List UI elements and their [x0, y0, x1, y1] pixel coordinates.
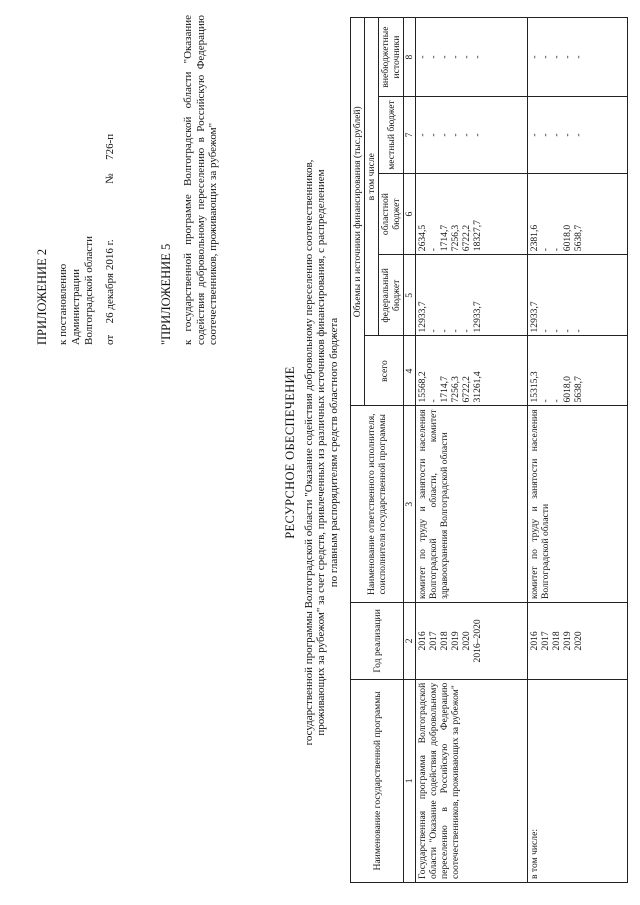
local-value: -: [417, 133, 428, 137]
title-line-2: проживающих за рубежом" за счет средств, привлеченных из различных источников финансирования, с распределением: [315, 169, 327, 736]
year-value: 2018: [439, 631, 450, 651]
federal-value: -: [450, 329, 461, 333]
federal-value: -: [562, 329, 573, 333]
federal-value: 12933,7: [417, 301, 428, 333]
federal-value: 12933,7: [472, 301, 483, 333]
total-value: 5638,7: [573, 376, 584, 403]
col-number-5: 5: [404, 255, 416, 336]
federal-cell: [416, 255, 528, 336]
local-value: -: [551, 133, 562, 137]
total-value: 1714,7: [439, 376, 450, 403]
extra-value: -: [428, 55, 439, 59]
federal-value: 12933,7: [529, 301, 540, 333]
col-number-3: 3: [404, 406, 416, 602]
year-value: 2017: [428, 631, 439, 651]
title-line-1: государственной программы Волгоградской области "Оказание содействия добровольному переселению соотечественников,: [302, 159, 315, 746]
year-value: 2018: [551, 631, 562, 651]
col-number-6: 6: [404, 173, 416, 254]
annex5-text: к государственной программе Волгоградской области "Оказание содействия добровольному переселению в Российскую Федерацию соотечественников, проживающих за рубежом": [182, 15, 219, 345]
appendix-region: Волгоградской области: [83, 236, 95, 345]
federal-value: -: [428, 329, 439, 333]
resource-table: [350, 17, 628, 883]
number-prefix: №: [104, 173, 116, 184]
local-value: -: [540, 133, 551, 137]
regional-value: -: [428, 248, 439, 252]
total-cell: [528, 336, 628, 406]
year-value: 2020: [461, 631, 472, 651]
extra-value: -: [439, 55, 450, 59]
annex5-title-wrap: [160, 244, 173, 345]
col-number-8: 8: [404, 18, 416, 97]
federal-cell: [528, 255, 628, 336]
year-value: 2020: [573, 631, 584, 651]
year-value: 2017: [540, 631, 551, 651]
regional-value: 18327,7: [472, 220, 483, 252]
appendix-to: к постановлению: [57, 263, 69, 345]
federal-value: -: [551, 329, 562, 333]
local-value: -: [450, 133, 461, 137]
total-value: -: [551, 399, 562, 403]
extra-cell: [416, 18, 528, 97]
local-value: -: [428, 133, 439, 137]
year-value: 2016: [417, 631, 428, 651]
extra-value: -: [562, 55, 573, 59]
appendix-title: ПРИЛОЖЕНИЕ 2: [35, 248, 49, 345]
extra-value: -: [472, 55, 483, 59]
year-value: 2019: [450, 631, 461, 651]
col-number-4: 4: [404, 336, 416, 406]
program-name-cell: Государственная программа Волгоградской области "Оказание содействия добровольному переселению в Российскую Федерацию соотечественников, проживающих за рубежом": [416, 679, 528, 882]
regional-value: -: [551, 248, 562, 252]
table-row-including: [528, 18, 628, 883]
extra-value: -: [540, 55, 551, 59]
federal-value: -: [461, 329, 472, 333]
local-value: -: [562, 133, 573, 137]
total-value: 31261,4: [472, 371, 483, 403]
appendix-header: [36, 134, 117, 345]
years-cell: [528, 602, 628, 679]
local-value: -: [529, 133, 540, 137]
executor-cell: комитет по труду и занятости населения Волгоградской области: [528, 406, 628, 602]
federal-value: -: [573, 329, 584, 333]
local-cell: [416, 97, 528, 174]
extra-value: -: [450, 55, 461, 59]
federal-value: -: [439, 329, 450, 333]
total-cell: [416, 336, 528, 406]
appendix-org: Администрации: [70, 268, 82, 345]
total-value: 15315,3: [529, 371, 540, 403]
header-volumes: Объемы и источники финансирования (тыс.рублей): [351, 18, 365, 407]
regional-value: 2634,5: [417, 224, 428, 252]
extra-value: -: [417, 55, 428, 59]
total-value: -: [540, 399, 551, 403]
header-executor: Наименование ответственного исполнителя, соисполнителя государственной программы: [351, 406, 404, 602]
total-value: 15568,2: [417, 371, 428, 403]
col-number-2: 2: [404, 602, 416, 679]
extra-value: -: [573, 55, 584, 59]
regional-value: 6722,2: [461, 224, 472, 252]
regional-value: 1714,7: [439, 224, 450, 252]
date-value: 26 декабря 2016 г.: [104, 239, 116, 324]
total-value: 6018,0: [562, 376, 573, 403]
regional-value: 5638,7: [573, 224, 584, 252]
header-year: Год реализации: [351, 602, 404, 679]
federal-value: -: [540, 329, 551, 333]
appendix-date-line: [104, 134, 117, 345]
total-value: 7256,3: [450, 376, 461, 403]
regional-value: 6018,0: [562, 224, 573, 252]
regional-cell: [416, 173, 528, 254]
extra-value: -: [529, 55, 540, 59]
executor-cell: комитет по труду и занятости населения Волгоградской области, комитет здравоохранения Волгоградской области: [416, 406, 528, 602]
regional-value: -: [540, 248, 551, 252]
local-value: -: [573, 133, 584, 137]
column-numbers-row: [404, 18, 416, 883]
col-number-7: 7: [404, 97, 416, 174]
year-value: 2016: [529, 631, 540, 651]
local-cell: [528, 97, 628, 174]
regional-value: 7256,3: [450, 224, 461, 252]
col-number-1: 1: [404, 679, 416, 882]
years-cell: [416, 602, 528, 679]
date-prefix: от: [104, 334, 116, 345]
header-including: в том числе: [365, 18, 379, 337]
header-row-1: [351, 18, 365, 883]
program-name-cell: в том числе:: [528, 679, 628, 882]
header-program: Наименование государственной программы: [351, 679, 404, 882]
header-local: местный бюджет: [379, 97, 404, 174]
regional-value: 2381,6: [529, 224, 540, 252]
extra-cell: [528, 18, 628, 97]
annex5-title: "ПРИЛОЖЕНИЕ 5: [159, 243, 173, 345]
header-total: всего: [365, 336, 404, 406]
year-value: 2019: [562, 631, 573, 651]
header-federal: федеральный бюджет: [379, 255, 404, 336]
local-value: -: [439, 133, 450, 137]
local-value: -: [461, 133, 472, 137]
table-row-program: [416, 18, 528, 883]
header-extra: внебюджетные источники: [379, 18, 404, 97]
header-regional: областной бюджет: [379, 173, 404, 254]
total-value: 6722,2: [461, 376, 472, 403]
year-value: 2016–2020: [472, 619, 483, 663]
title-line-3: по главным распорядителям средств областного бюджета: [327, 317, 340, 588]
number-value: 726-п: [104, 133, 116, 160]
total-value: -: [428, 399, 439, 403]
extra-value: -: [461, 55, 472, 59]
document-title: [284, 0, 340, 905]
regional-cell: [528, 173, 628, 254]
title-main: РЕСУРСНОЕ ОБЕСПЕЧЕНИЕ: [283, 366, 297, 539]
extra-value: -: [551, 55, 562, 59]
local-value: -: [472, 133, 483, 137]
